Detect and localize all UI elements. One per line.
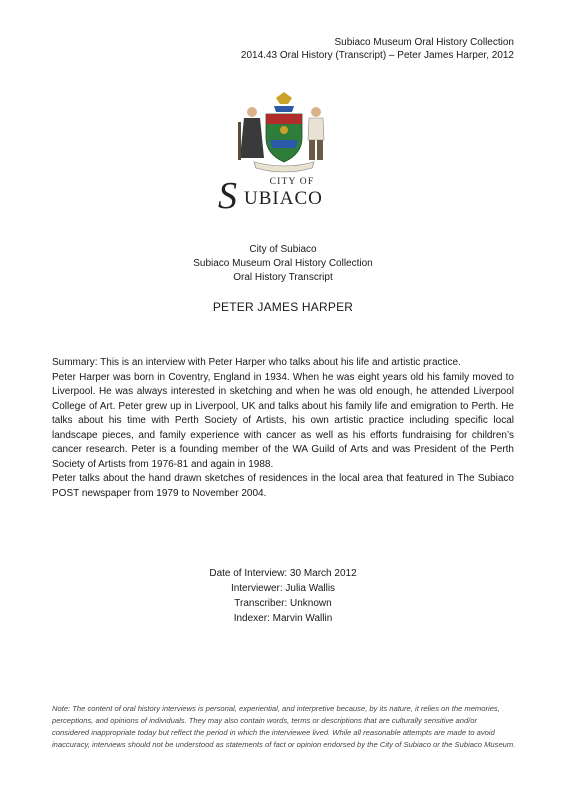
org-line-1: City of Subiaco [249,244,317,255]
indexer: Indexer: Marvin Wallin [233,613,333,624]
left-supporter-figure [238,107,264,160]
motto-scroll-icon [254,162,314,172]
interview-details [0,566,566,626]
header-collection: Subiaco Museum Oral History Collection [334,37,514,48]
right-supporter-figure [308,107,324,160]
org-line-2: Subiaco Museum Oral History Collection [193,258,373,269]
header-record: 2014.43 Oral History (Transcript) – Peter James Harper, 2012 [240,50,514,61]
logo-initial-text: S [218,175,237,212]
logo-subiaco-text: UBIACO [244,188,323,209]
disclaimer-note: Note: The content of oral history interviews is personal, experiential, and interpretive because, by its nature, it relies on the memories, perceptions, and opinions of individuals. They may also contain words, terms or descriptions that are culturally sensitive and/or considered inappropriate today but reflect the period in which the interviewee lived. While all reasonable attempts are made to avoid inaccuracy, interviews should not be understood as statements of fact or opinion endorsed by the City of Subiaco or the Subiaco Museum. [52,704,516,749]
transcriber: Transcriber: Unknown [234,598,332,609]
summary-paragraph-1: Summary: This is an interview with Peter Harper who talks about his life and artistic practice. [52,357,461,368]
interviewer: Interviewer: Julia Wallis [230,583,336,594]
crest-icon [274,92,294,112]
document-title: PETER JAMES HARPER [212,300,354,314]
org-block [0,243,566,285]
city-of-subiaco-logo [214,92,354,212]
page-header [241,36,514,62]
logo-city-of-text: CITY OF [269,177,315,187]
interview-date: Date of Interview: 30 March 2012 [209,568,357,579]
summary-section [52,356,514,501]
org-line-3: Oral History Transcript [233,272,333,283]
summary-paragraph-2: Peter Harper was born in Coventry, England in 1934. When he was eight years old his family moved to Liverpool. He was always interested in sketching and when he was old enough, he attended Liverpool College of Art. Peter grew up in Liverpool, UK and talks about his family life and emigration to Perth. He talks about his time with Perth Society of Artists, his own artistic practice including specific local landscape pieces, and family experience with cancer as well as his efforts fundraising for children’s cancer research. Peter is a founding member of the WA Guild of Arts and was President of the Perth Society of Artists from 1976-81 and again in 1988. [52,371,514,470]
shield-icon [266,114,302,162]
summary-paragraph-3: Peter talks about the hand drawn sketches of residences in the local area that featured in The Subiaco POST newspaper from 1979 to November 2004. [52,473,514,499]
